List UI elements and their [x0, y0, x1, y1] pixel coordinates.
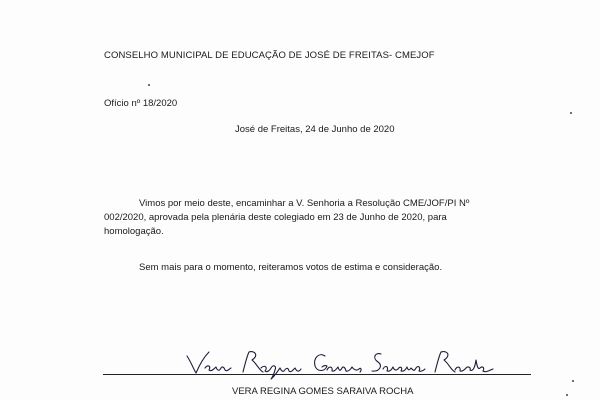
scan-speck — [572, 380, 574, 382]
oficio-number: Ofício nº 18/2020 — [104, 98, 178, 109]
scan-speck — [570, 112, 572, 114]
closing-sentence: Sem mais para o momento, reiteramos votos de estima e consideração. — [139, 262, 443, 273]
signature-line — [103, 374, 531, 375]
scan-speck — [148, 84, 150, 86]
body-paragraph: Vimos por meio deste, encaminhar a V. Senhoria a Resolução CME/JOF/PI Nº 002/2020, aprovada pela plenária deste colegiado em 23 de Junho de 2020, para homologação. — [104, 198, 470, 237]
council-header: CONSELHO MUNICIPAL DE EDUCAÇÃO DE JOSÉ DE FREITAS- CMEJOF — [104, 50, 435, 61]
signer-name: VERA REGINA GOMES SARAIVA ROCHA — [232, 386, 414, 397]
place-date: José de Freitas, 24 de Junho de 2020 — [235, 124, 395, 135]
scan-speck — [566, 394, 568, 396]
